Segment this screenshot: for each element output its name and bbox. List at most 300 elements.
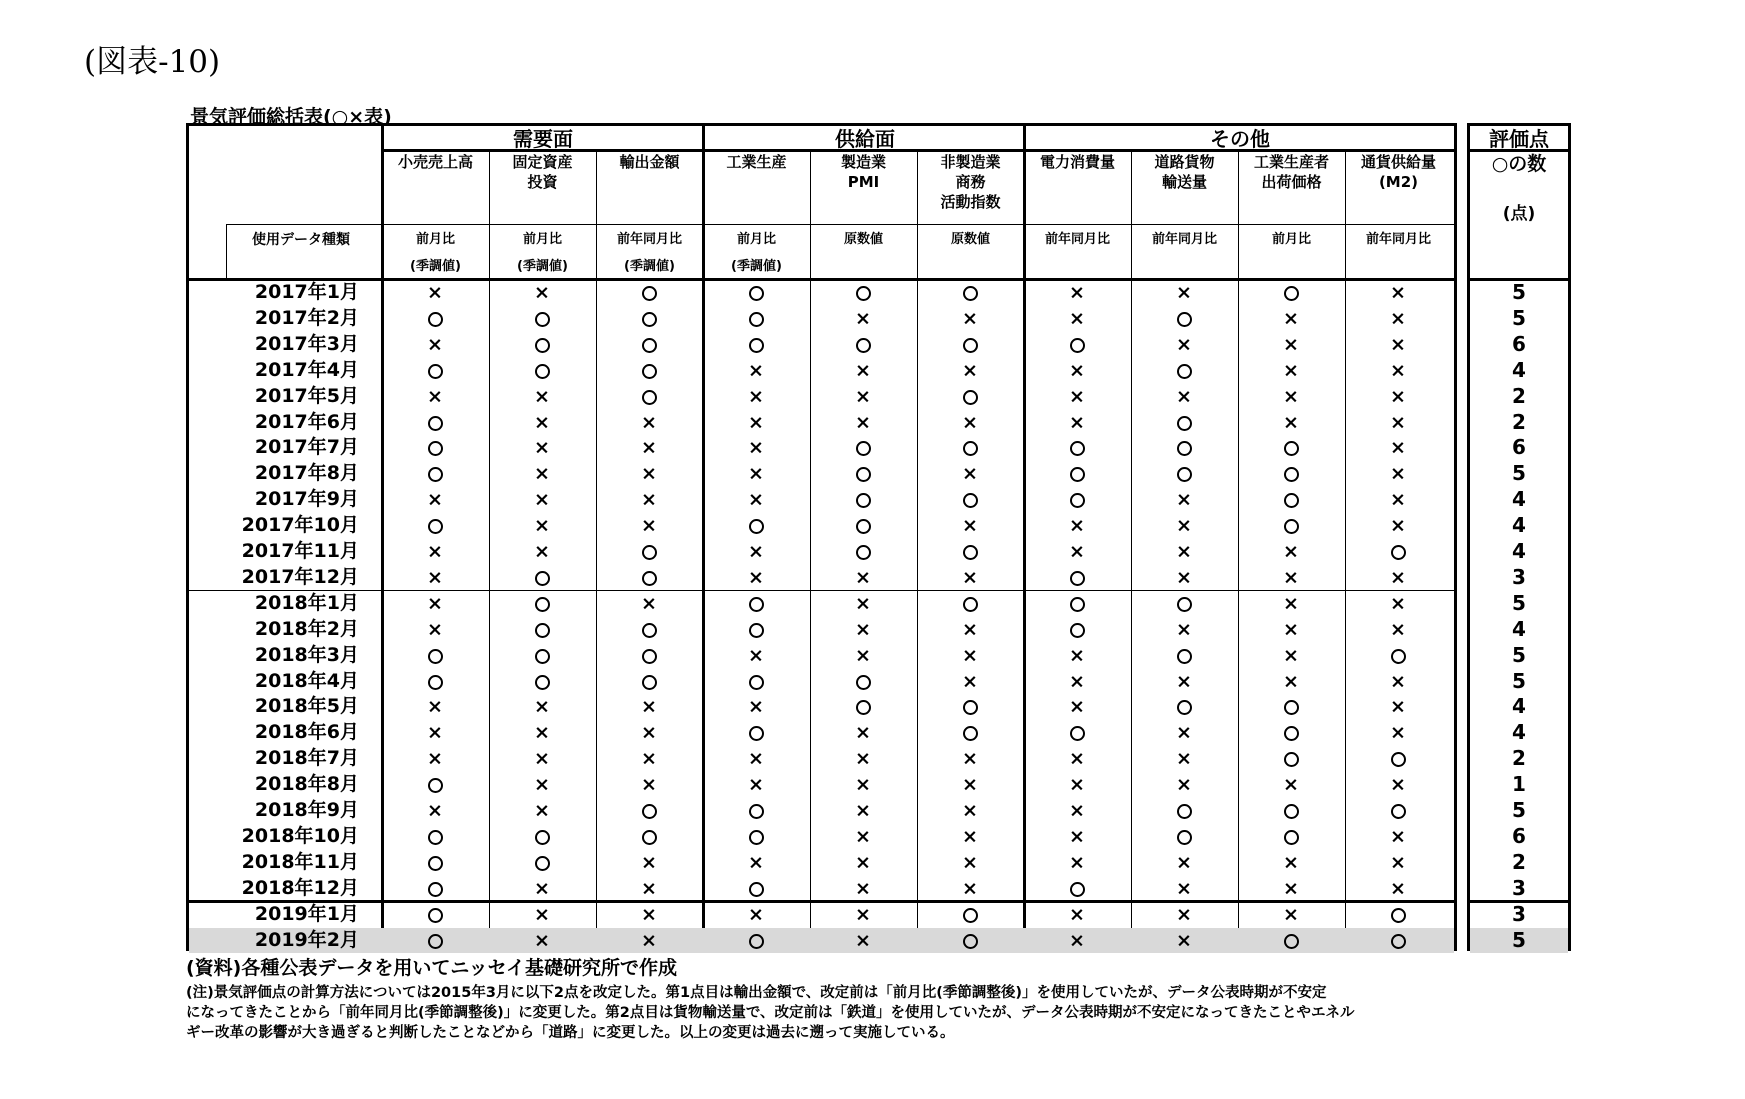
cross-mark: × [1176,747,1192,770]
column-header-name: 道路貨物 [1154,153,1215,171]
circle-mark [1238,746,1344,772]
column-header-line3: 活動指数 [940,193,1001,211]
cross-mark: × [641,436,657,459]
column-data-type: 前年同月比 [616,232,682,247]
cross-mark: × [641,721,657,744]
row-date: 2017年11月 [241,540,359,562]
table-row [189,565,1454,591]
cross-mark: × [641,411,657,434]
row-date: 2017年3月 [254,332,359,355]
column-header-line2: (M2) [1378,173,1419,191]
circle-mark [596,539,702,565]
cross-mark: × [1069,929,1085,952]
score-value: 4 [1512,616,1526,641]
circle-mark [489,332,595,358]
score-value: 5 [1512,280,1526,304]
cross-mark: × [1069,851,1085,874]
circle-mark [1238,824,1344,850]
cross-mark: × [1069,281,1085,304]
circle-mark [917,539,1023,565]
cross-mark: × [1069,307,1085,330]
circle-mark [917,384,1023,410]
table-row [189,720,1454,746]
cross-mark: × [855,359,871,382]
circle-mark [1024,435,1130,461]
column-header-line2: PMI [847,173,880,191]
circle-mark [917,720,1023,746]
circle-mark [382,772,488,798]
column-adjust: (季調値) [517,259,568,274]
score-value: 4 [1512,694,1526,719]
cross-mark: × [1176,721,1192,744]
cross-mark: × [427,488,443,511]
row-date: 2017年5月 [254,384,359,407]
circle-mark [382,306,488,332]
column-header-name: 小売売上高 [397,153,473,171]
score-value: 4 [1512,513,1526,538]
column-header-line2: 出荷価格 [1261,173,1322,191]
footnote-line: ギー改革の影響が大き過ぎると判断したことなどから「道路」に変更した。以上の変更は過去に遡って実施している。 [186,1025,955,1041]
cross-mark: × [1283,773,1299,796]
data-type-label: 使用データ種類 [252,232,350,248]
circle-mark [596,798,702,824]
cross-mark: × [641,903,657,926]
circle-mark [596,643,702,669]
circle-mark [1238,461,1344,487]
table-row [189,435,1454,461]
footnote-line: (注)景気評価点の計算方法については2015年3月に以下2点を改定した。第1点目は輸出金額で、改定前は「前月比(季節調整後)」を使用していたが、データ公表時期が不安定 [186,985,1327,1001]
circle-mark [382,669,488,695]
circle-mark [382,928,488,954]
circle-mark [703,280,809,306]
cross-mark: × [1283,333,1299,356]
cross-mark: × [1069,695,1085,718]
cross-mark: × [534,411,550,434]
cross-mark: × [1283,851,1299,874]
circle-mark [810,435,916,461]
cross-mark: × [748,385,764,408]
score-value: 4 [1512,487,1526,512]
circle-mark [703,824,809,850]
circle-mark [703,617,809,643]
table-row [189,461,1454,487]
cross-mark: × [748,773,764,796]
cross-mark: × [855,799,871,822]
circle-mark [1131,461,1237,487]
cross-mark: × [962,799,978,822]
cross-mark: × [427,747,443,770]
cross-mark: × [1390,281,1406,304]
circle-mark [382,850,488,876]
cross-mark: × [748,695,764,718]
cross-mark: × [1390,566,1406,589]
circle-mark [382,461,488,487]
score-value: 6 [1512,823,1526,848]
cross-mark: × [534,695,550,718]
score-value: 5 [1512,305,1526,330]
circle-mark [1024,332,1130,358]
datatype-divider [226,224,382,225]
group-supply: 供給面 [835,127,895,151]
circle-mark [1024,591,1130,617]
cross-mark: × [534,799,550,822]
row-date: 2018年4月 [254,669,359,692]
circle-mark [1238,487,1344,513]
score-value: 4 [1512,357,1526,382]
cross-mark: × [1283,644,1299,667]
score-value: 5 [1512,668,1526,693]
footnote [186,983,1586,1043]
column-header-line2: 投資 [527,173,558,191]
row-date: 2018年2月 [254,617,359,640]
cross-mark: × [427,592,443,615]
cross-mark: × [1069,799,1085,822]
circle-mark [810,539,916,565]
row-date: 2018年9月 [254,799,359,821]
cross-mark: × [962,877,978,900]
table-row [189,824,1454,850]
cross-mark: × [1283,670,1299,693]
column-data-type: 前年同月比 [1044,232,1110,247]
circle-mark [1024,461,1130,487]
cross-mark: × [1283,877,1299,900]
cross-mark: × [1069,644,1085,667]
circle-mark [489,643,595,669]
table-row [189,746,1454,772]
row-date: 2017年9月 [254,488,359,511]
cross-mark: × [1390,721,1406,744]
cross-mark: × [962,359,978,382]
cross-mark: × [748,462,764,485]
circle-mark [382,435,488,461]
circle-mark [596,358,702,384]
circle-mark [810,694,916,720]
cross-mark: × [1069,825,1085,848]
cross-mark: × [855,851,871,874]
cross-mark: × [534,929,550,952]
circle-mark [810,487,916,513]
circle-mark [1131,694,1237,720]
circle-mark [1238,694,1344,720]
column-header-name: 製造業 [840,153,886,171]
circle-mark [917,694,1023,720]
row-date: 2018年1月 [254,591,359,614]
cross-mark: × [534,385,550,408]
cross-mark: × [534,462,550,485]
cross-mark: × [1390,514,1406,537]
score-header-title: 評価点 [1489,127,1549,151]
cross-mark: × [962,566,978,589]
cross-mark: × [962,462,978,485]
cross-mark: × [1069,773,1085,796]
cross-mark: × [641,514,657,537]
circle-mark [917,591,1023,617]
row-date: 2019年1月 [254,902,359,925]
cross-mark: × [748,903,764,926]
column-data-type: 前月比 [1271,232,1311,247]
circle-mark [489,565,595,591]
score-value: 2 [1512,383,1526,408]
circle-mark [1345,798,1451,824]
cross-mark: × [427,566,443,589]
circle-mark [1024,617,1130,643]
table-row [189,487,1454,513]
cross-mark: × [1283,307,1299,330]
cross-mark: × [1390,670,1406,693]
column-data-type: 前年同月比 [1365,232,1431,247]
score-value: 4 [1512,720,1526,745]
circle-mark [917,332,1023,358]
circle-mark [596,617,702,643]
cross-mark: × [1390,851,1406,874]
cross-mark: × [1176,877,1192,900]
cross-mark: × [855,825,871,848]
cross-mark: × [641,462,657,485]
circle-mark [489,306,595,332]
circle-mark [489,358,595,384]
cross-mark: × [855,307,871,330]
circle-mark [596,306,702,332]
circle-mark [810,280,916,306]
cross-mark: × [962,644,978,667]
cross-mark: × [1390,773,1406,796]
cross-mark: × [1069,385,1085,408]
circle-mark [1131,591,1237,617]
table-row [189,332,1454,358]
cross-mark: × [534,747,550,770]
cross-mark: × [427,385,443,408]
cross-mark: × [962,618,978,641]
column-header-name: 非製造業 [940,153,1001,171]
circle-mark [1024,876,1130,902]
score-value: 3 [1512,564,1526,589]
row-date: 2018年5月 [254,695,359,718]
row-date: 2017年6月 [254,410,359,433]
column-data-type: 原数値 [843,232,883,247]
cross-mark: × [1283,592,1299,615]
score-value: 6 [1512,435,1526,460]
column-adjust: (季調値) [731,259,782,274]
cross-mark: × [1176,333,1192,356]
group-other: その他 [1210,127,1270,151]
cross-mark: × [748,851,764,874]
cross-mark: × [962,307,978,330]
cross-mark: × [534,877,550,900]
circle-mark [596,565,702,591]
circle-mark [703,798,809,824]
cross-mark: × [1283,359,1299,382]
cross-mark: × [962,773,978,796]
circle-mark [596,332,702,358]
column-header-name: 工業生産 [726,153,787,171]
table-row [189,358,1454,384]
circle-mark [703,876,809,902]
cross-mark: × [855,903,871,926]
column-data-type: 原数値 [950,232,990,247]
score-value: 5 [1512,642,1526,667]
cross-mark: × [1069,514,1085,537]
cross-mark: × [1390,488,1406,511]
cross-mark: × [855,773,871,796]
score-value: 5 [1512,590,1526,615]
footnote-line: になってきたことから「前年同月比(季節調整後)」に変更した。第2点目は貨物輸送量で、改定前は「鉄道」を使用していたが、データ公表時期が不安定になってきたことやエネル [186,1005,1355,1021]
circle-mark [917,487,1023,513]
cross-mark: × [641,773,657,796]
circle-mark [917,928,1023,954]
circle-mark [1131,410,1237,436]
column-data-type: 前月比 [522,232,562,247]
cross-mark: × [641,747,657,770]
row-date: 2017年8月 [254,462,359,485]
column-header-name: 固定資産 [512,153,573,171]
circle-mark [703,513,809,539]
source-note: (資料)各種公表データを用いてニッセイ基礎研究所で作成 [186,957,678,979]
circle-mark [1345,539,1451,565]
circle-mark [489,669,595,695]
cross-mark: × [1390,411,1406,434]
cross-mark: × [534,903,550,926]
circle-mark [489,850,595,876]
table-row [189,772,1454,798]
circle-mark [810,332,916,358]
cross-mark: × [855,385,871,408]
circle-mark [596,384,702,410]
column-header-line2: 輸送量 [1161,173,1207,191]
cross-mark: × [1390,462,1406,485]
cross-mark: × [1390,877,1406,900]
cross-mark: × [855,929,871,952]
group-divider [382,149,1457,152]
row-date: 2017年1月 [254,281,359,303]
row-date: 2018年10月 [241,824,359,847]
column-header-name: 通貨供給量 [1360,153,1436,171]
cross-mark: × [427,618,443,641]
cross-mark: × [1283,385,1299,408]
cross-mark: × [1176,618,1192,641]
circle-mark [1131,798,1237,824]
cross-mark: × [1283,411,1299,434]
cross-mark: × [1069,359,1085,382]
score-value: 5 [1512,461,1526,486]
cross-mark: × [1176,540,1192,563]
table-row [189,306,1454,332]
column-header-name: 工業生産者 [1253,153,1329,171]
table-row [189,617,1454,643]
circle-mark [917,902,1023,928]
table-row [189,694,1454,720]
header-divider [382,224,1454,225]
score-group-divider [1467,149,1571,152]
circle-mark [703,332,809,358]
cross-mark: × [1390,436,1406,459]
cross-mark: × [1069,747,1085,770]
row-date: 2017年12月 [241,565,359,588]
cross-mark: × [1176,851,1192,874]
column-header-line2: 商務 [955,173,986,191]
circle-mark [382,643,488,669]
table-row [189,539,1454,565]
cross-mark: × [641,592,657,615]
circle-mark [1238,280,1344,306]
circle-mark [703,928,809,954]
circle-mark [382,876,488,902]
score-value: 2 [1512,746,1526,771]
cross-mark: × [641,851,657,874]
row-date: 2017年10月 [241,514,359,537]
circle-mark [489,591,595,617]
row-date: 2017年4月 [254,358,359,381]
row-date: 2018年8月 [254,773,359,796]
cross-mark: × [1069,411,1085,434]
cross-mark: × [534,436,550,459]
circle-mark [1345,746,1451,772]
cross-mark: × [748,747,764,770]
circle-mark [1131,643,1237,669]
table-row [189,513,1454,539]
column-data-type: 前月比 [415,232,455,247]
cross-mark: × [962,411,978,434]
circle-mark [382,358,488,384]
cross-mark: × [962,747,978,770]
cross-mark: × [534,721,550,744]
row-date: 2018年3月 [254,643,359,666]
table-row [189,669,1454,695]
cross-mark: × [427,281,443,304]
cross-mark: × [1176,929,1192,952]
column-data-type: 前月比 [736,232,776,247]
score-value: 6 [1512,331,1526,356]
circle-mark [917,435,1023,461]
table-row [189,280,1454,306]
circle-mark [810,461,916,487]
cross-mark: × [962,670,978,693]
cross-mark: × [748,411,764,434]
row-date: 2017年7月 [254,436,359,459]
circle-mark [489,824,595,850]
cross-mark: × [1176,488,1192,511]
cross-mark: × [427,799,443,822]
table-row [189,850,1454,876]
row-date: 2017年2月 [254,306,359,329]
circle-mark [703,306,809,332]
circle-mark [703,591,809,617]
circle-mark [810,513,916,539]
figure-label: (図表-10) [84,44,221,80]
table-row [189,410,1454,436]
score-value: 3 [1512,901,1526,926]
cross-mark: × [1390,825,1406,848]
circle-mark [596,280,702,306]
circle-mark [1238,435,1344,461]
cross-mark: × [1069,540,1085,563]
circle-mark [596,824,702,850]
circle-mark [1024,565,1130,591]
circle-mark [1024,487,1130,513]
table-row [189,902,1454,928]
circle-mark [1131,435,1237,461]
circle-mark [596,669,702,695]
cross-mark: × [1176,566,1192,589]
cross-mark: × [748,359,764,382]
group-demand: 需要面 [513,127,573,151]
cross-mark: × [855,644,871,667]
circle-mark [382,410,488,436]
row-date: 2018年11月 [241,850,359,873]
cross-mark: × [1176,281,1192,304]
score-header-subtitle: ○の数 [1491,153,1547,175]
cross-mark: × [1390,359,1406,382]
cross-mark: × [427,333,443,356]
